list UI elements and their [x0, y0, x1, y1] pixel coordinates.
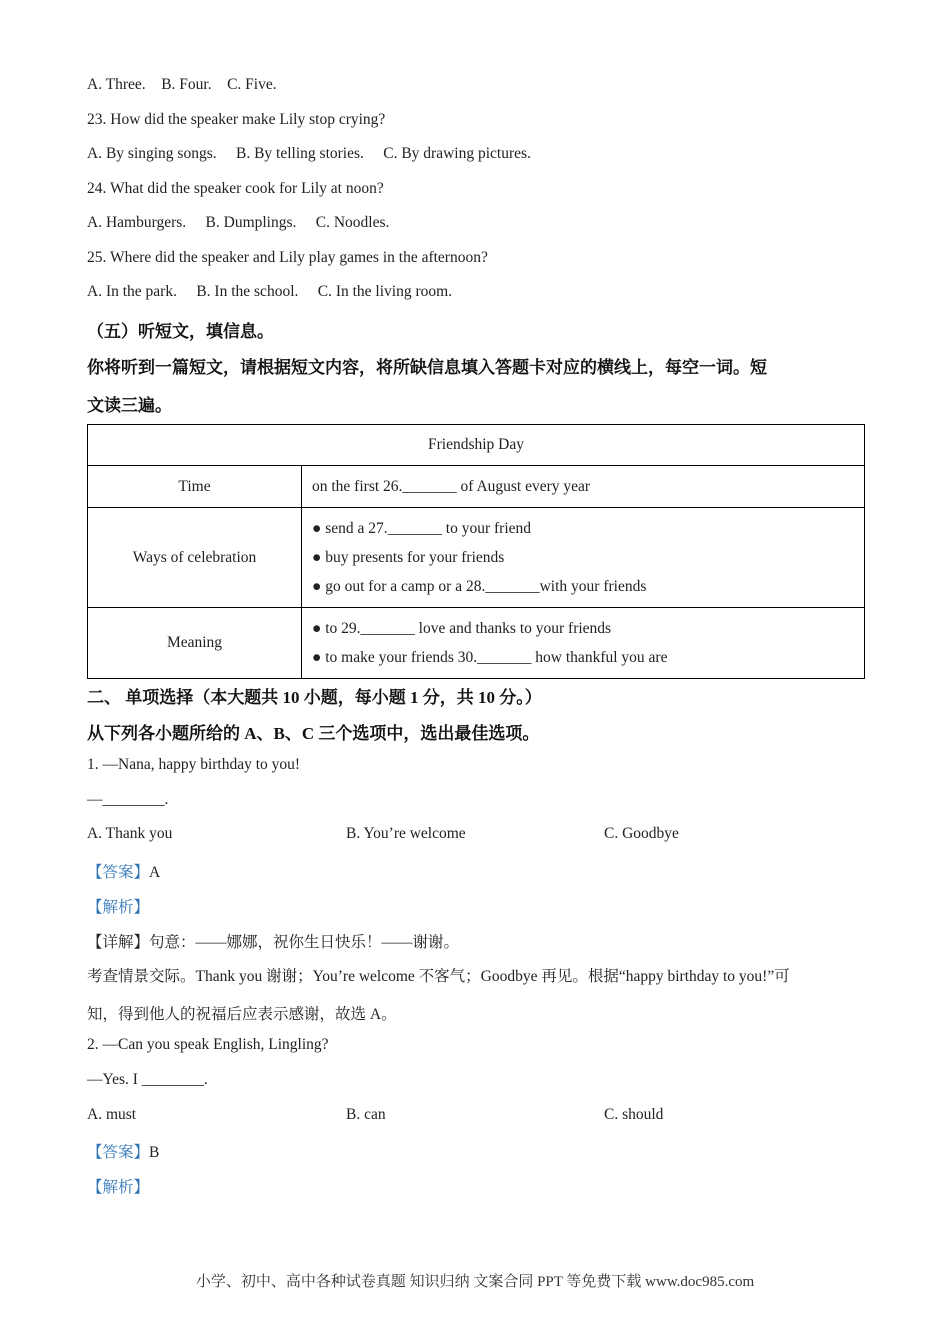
- q23-option-c: C. By drawing pictures.: [383, 145, 531, 162]
- q1-explain-line1: 考查情景交际。Thank you 谢谢；You’re welcome 不客气；Goodbye 再见。根据“happy birthday to you!”可: [87, 968, 790, 985]
- q2-analysis-tag: 【解析】: [87, 1179, 150, 1196]
- q25-option-a: A. In the park.: [87, 283, 177, 300]
- celebration-line-1: ● send a 27._______ to your friend: [312, 520, 532, 537]
- q23-options: [87, 145, 531, 163]
- q24-option-a: A. Hamburgers.: [87, 214, 187, 231]
- q2-line2: —Yes. I ________.: [87, 1071, 208, 1088]
- q2-answer: [87, 1140, 159, 1162]
- q23-option-a: A. By singing songs.: [87, 145, 217, 162]
- table-row-celebration: [88, 508, 865, 608]
- table-row-time: [88, 466, 865, 508]
- q2-option-a: A. must: [87, 1106, 137, 1123]
- q22-options: [87, 76, 277, 94]
- row-label-meaning: Meaning: [88, 608, 302, 679]
- q1-analysis-tag: 【解析】: [87, 899, 150, 916]
- q23-question: 23. How did the speaker make Lily stop crying?: [87, 111, 386, 128]
- q2-option-c: C. should: [604, 1106, 664, 1123]
- q1-option-a: A. Thank you: [87, 825, 173, 842]
- q1-explain-line2: 知，得到他人的祝福后应表示感谢，故选 A。: [87, 1006, 397, 1023]
- q25-options: [87, 283, 452, 301]
- q2-line1: 2. —Can you speak English, Lingling?: [87, 1036, 329, 1053]
- celebration-line-2: ● buy presents for your friends: [312, 549, 505, 566]
- section5-instruction-line1: 你将听到一篇短文，请根据短文内容，将所缺信息填入答题卡对应的横线上，每空一词。短: [87, 358, 767, 377]
- part2-instruction: 从下列各小题所给的 A、B、C 三个选项中，选出最佳选项。: [87, 724, 540, 743]
- table-row-meaning: [88, 608, 865, 679]
- answer-tag: 【答案】: [87, 864, 150, 881]
- q23-option-b: B. By telling stories.: [236, 145, 364, 162]
- meaning-line-2: ● to make your friends 30._______ how thankful you are: [312, 649, 668, 666]
- friendship-day-table: [87, 424, 865, 679]
- part2-title: 二、 单项选择（本大题共 10 小题，每小题 1 分，共 10 分。）: [87, 688, 542, 707]
- q24-options: [87, 214, 389, 232]
- q1-detail: [87, 930, 459, 952]
- row-label-celebration: Ways of celebration: [88, 508, 302, 608]
- q25-option-b: B. In the school.: [196, 283, 299, 300]
- row-content-meaning: [302, 608, 865, 679]
- q2-option-b: B. can: [346, 1106, 386, 1123]
- q1-answer: [87, 860, 160, 882]
- page-footer: 小学、初中、高中各种试卷真题 知识归纳 文案合同 PPT 等免费下载 www.doc985.com: [195, 1274, 755, 1290]
- q1-option-c: C. Goodbye: [604, 825, 679, 842]
- q22-option-c: C. Five.: [227, 76, 277, 93]
- answer-tag: 【答案】: [87, 1144, 150, 1161]
- meaning-line-1: ● to 29._______ love and thanks to your friends: [312, 620, 612, 637]
- answer-value: A: [149, 864, 161, 881]
- q1-line1: 1. —Nana, happy birthday to you!: [87, 756, 301, 773]
- row-content-celebration: [302, 508, 865, 608]
- table-header: Friendship Day: [88, 425, 865, 466]
- section5-title: （五）听短文，填信息。: [87, 322, 274, 341]
- row-label-time: Time: [88, 466, 302, 508]
- q1-line2: —________.: [87, 791, 169, 808]
- q24-option-c: C. Noodles.: [315, 214, 390, 231]
- q22-option-a: A. Three.: [87, 76, 146, 93]
- section5-instruction-line2: 文读三遍。: [87, 396, 172, 415]
- answer-value: B: [149, 1144, 160, 1161]
- detail-tag: 【详解】: [87, 934, 150, 951]
- row-content-time: [302, 466, 865, 508]
- q1-option-b: B. You’re welcome: [346, 825, 466, 842]
- time-line: on the first 26._______ of August every year: [312, 478, 591, 495]
- q24-option-b: B. Dumplings.: [205, 214, 297, 231]
- celebration-line-3: ● go out for a camp or a 28._______with your friends: [312, 578, 647, 595]
- q25-option-c: C. In the living room.: [317, 283, 453, 300]
- q25-question: 25. Where did the speaker and Lily play games in the afternoon?: [87, 249, 488, 266]
- q24-question: 24. What did the speaker cook for Lily at noon?: [87, 180, 384, 197]
- q22-option-b: B. Four.: [161, 76, 212, 93]
- detail-text: 句意：——娜娜，祝你生日快乐！——谢谢。: [149, 934, 460, 951]
